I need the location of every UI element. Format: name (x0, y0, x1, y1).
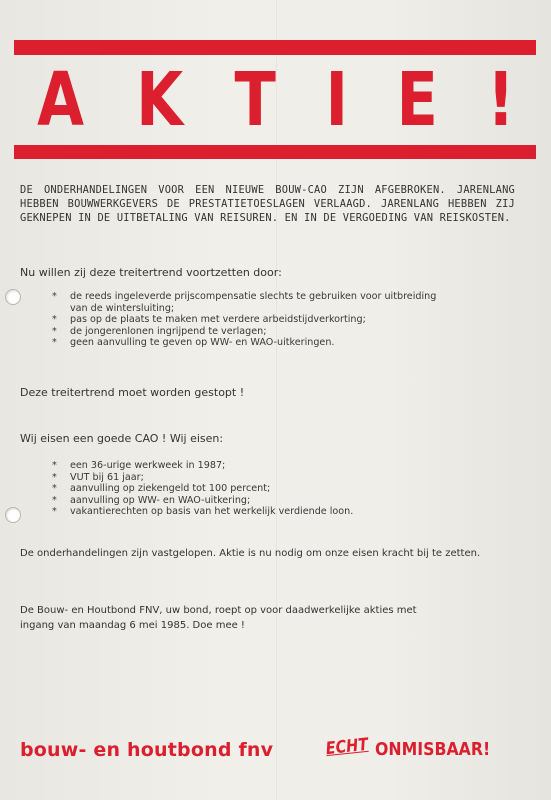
headline-letter: ! (487, 57, 515, 143)
headline-letter: T (234, 57, 277, 143)
list-item: * geen aanvulling te geven op WW- en WAO-uitkeringen. (52, 337, 335, 349)
section1-heading: Nu willen zij deze treitertrend voortzetten door: (20, 266, 282, 279)
call-line-2: ingang van maandag 6 mei 1985. Doe mee ! (20, 620, 245, 631)
vastgelopen-paragraph: De onderhandelingen zijn vastgelopen. Aktie is nu nodig om onze eisen kracht bij te zetten. (20, 548, 481, 559)
list-item: * aanvulling op ziekengeld tot 100 percent; (52, 483, 271, 495)
list-item: * een 36-urige werkweek in 1987; (52, 460, 226, 471)
list-item: * de reeds ingeleverde prijscompensatie slechts te gebruiken voor uitbreiding (52, 291, 437, 302)
list-item: * vakantierechten op basis van het werkelijk verdiende loon. (52, 506, 354, 518)
footer-logo (20, 735, 530, 767)
list-item: * pas op de plaats te maken met verdere arbeidstijdverkorting; (52, 314, 366, 326)
list-item: * aanvulling op WW- en WAO-uitkering; (52, 494, 251, 506)
headline-letter: K (136, 57, 184, 143)
call-line-1: De Bouw- en Houtbond FNV, uw bond, roept op voor daadwerkelijke akties met (20, 605, 417, 616)
headline-bottom-bar (14, 145, 536, 159)
list-item: * VUT bij 61 jaar; (52, 471, 144, 483)
brand-name: bouw- en houtbond fnv (20, 739, 274, 761)
headline (14, 56, 536, 144)
punch-hole (5, 507, 21, 523)
list-item: * de jongerenlonen ingrijpend te verlagen; (52, 325, 267, 337)
list-item: van de wintersluiting; (70, 302, 175, 314)
headline-letter: I (324, 57, 348, 143)
intro-paragraph: DE ONDERHANDELINGEN VOOR EEN NIEUWE BOUW-CAO ZIJN AFGEBROKEN. JARENLANG HEBBEN BOUWWERKGEVERS DE PRESTATIETOESLAGEN VERLAAGD. JARENLANG HEBBEN ZIJ GEKNEPEN IN DE UITBETALING VAN REISUREN. EN IN DE VERGOEDING VAN REISKOSTEN. (20, 184, 515, 224)
section2-heading: Wij eisen een goede CAO ! Wij eisen: (20, 432, 224, 445)
punch-hole (5, 289, 21, 305)
headline-letter: A (37, 57, 85, 143)
section1-list (52, 291, 436, 349)
section2-list (52, 460, 353, 518)
headline-letter: E (396, 57, 438, 143)
onmisbaar-tag: ONMISBAAR! (375, 740, 491, 760)
headline-top-bar (14, 40, 536, 55)
echt-tag: ECHT (324, 734, 370, 760)
stop-line: Deze treitertrend moet worden gestopt ! (20, 386, 245, 399)
